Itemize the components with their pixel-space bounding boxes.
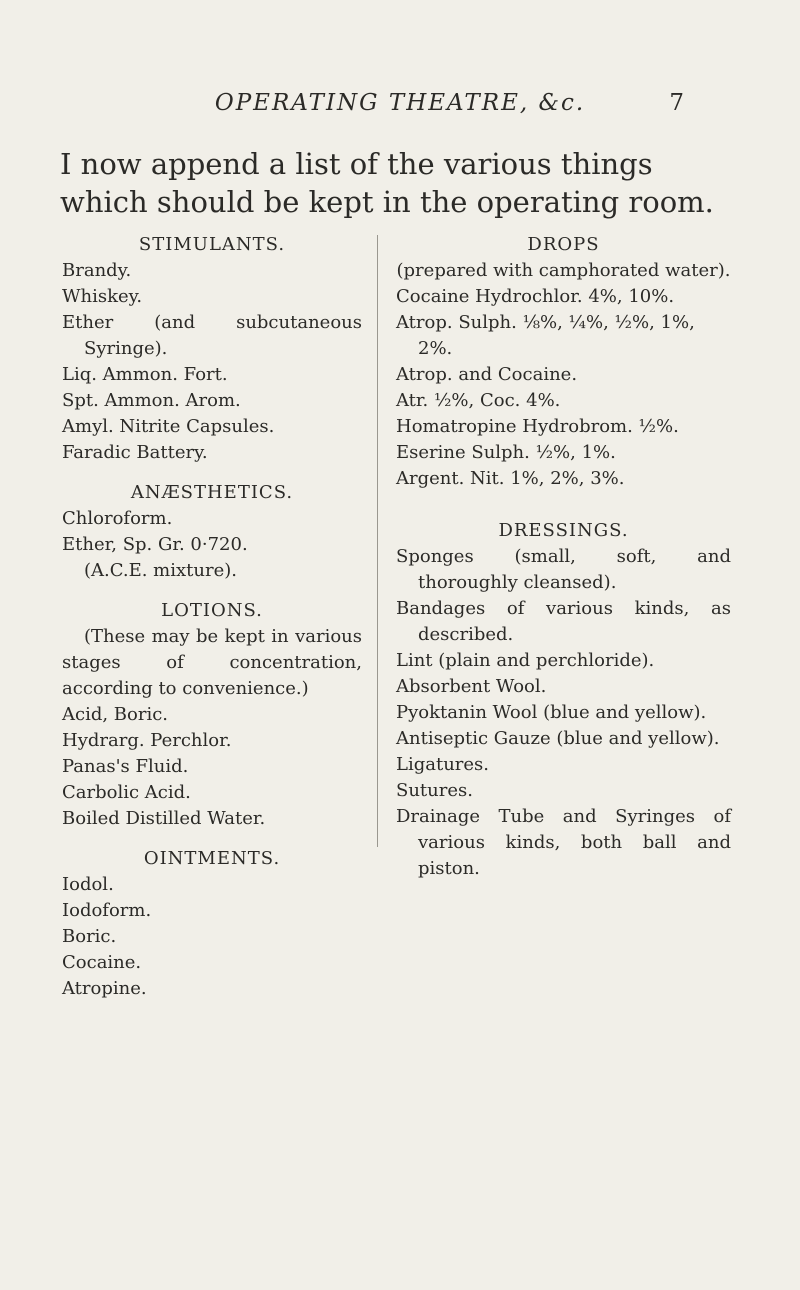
list-item: Argent. Nit. 1%, 2%, 3%. — [396, 468, 625, 489]
list-item: Sponges (small, soft, and thoroughly cleansed). — [396, 546, 731, 593]
list-item: Atrop. Sulph. ⅛%, ¼%, ½%, 1%, 2%. — [396, 312, 695, 359]
list-item: Iodol. — [62, 874, 114, 895]
list-item: Iodoform. — [62, 900, 152, 921]
section-drops — [396, 232, 731, 492]
list-item: Acid, Boric. — [62, 704, 169, 725]
list-item: Ether (and subcutaneous Syringe). — [62, 312, 362, 359]
list-item: Atropine. — [62, 978, 147, 999]
intro-line-2: which should be kept in the operating room. — [60, 185, 714, 219]
list-item: Absorbent Wool. — [396, 676, 547, 697]
section-dressings — [396, 518, 731, 882]
column-divider — [377, 235, 378, 847]
list-item: Spt. Ammon. Arom. — [62, 390, 241, 411]
list-item: Ether, Sp. Gr. 0·720. — [62, 534, 248, 555]
list-item: Brandy. — [62, 260, 132, 281]
heading-lotions: LOTIONS. — [161, 600, 263, 621]
list-item: Drainage Tube and Syringes of various kinds, both ball and piston. — [396, 806, 731, 879]
intro-line-1: I now append a list of the various things — [60, 147, 653, 181]
list-item: Eserine Sulph. ½%, 1%. — [396, 442, 616, 463]
page-number: 7 — [669, 90, 684, 116]
section-anaesthetics — [62, 480, 362, 584]
running-title: OPERATING THEATRE, &c. — [214, 90, 586, 116]
heading-anaesthetics: ANÆSTHETICS. — [130, 482, 294, 503]
right-column — [396, 232, 731, 896]
list-item: Pyoktanin Wool (blue and yellow). — [396, 702, 707, 723]
list-item: Chloroform. — [62, 508, 173, 529]
list-item: Atr. ½%, Coc. 4%. — [396, 390, 561, 411]
list-item: Liq. Ammon. Fort. — [62, 364, 228, 385]
list-item: Homatropine Hydrobrom. ½%. — [396, 416, 679, 437]
heading-drops: DROPS — [527, 234, 600, 255]
section-stimulants — [62, 232, 362, 466]
list-item: Whiskey. — [62, 286, 143, 307]
list-item: Carbolic Acid. — [62, 782, 191, 803]
heading-dressings: DRESSINGS. — [498, 520, 629, 541]
heading-stimulants: STIMULANTS. — [138, 234, 286, 255]
list-item: Cocaine. — [62, 952, 142, 973]
left-column — [62, 232, 362, 1016]
list-item: Hydrarg. Perchlor. — [62, 730, 232, 751]
list-item: Atrop. and Cocaine. — [396, 364, 578, 385]
list-item: Boric. — [62, 926, 117, 947]
running-header — [0, 90, 800, 130]
list-item: (A.C.E. mixture). — [84, 560, 237, 581]
list-item: Cocaine Hydrochlor. 4%, 10%. — [396, 286, 675, 307]
list-item: Bandages of various kinds, as described. — [396, 598, 731, 645]
list-item: Antiseptic Gauze (blue and yellow). — [396, 728, 720, 749]
drops-subheading: (prepared with camphorated water). — [396, 260, 731, 281]
section-lotions — [62, 598, 362, 832]
list-item: Ligatures. — [396, 754, 490, 775]
list-item: Amyl. Nitrite Capsules. — [62, 416, 275, 437]
list-item: Sutures. — [396, 780, 473, 801]
section-ointments — [62, 846, 362, 1002]
list-item: Faradic Battery. — [62, 442, 208, 463]
heading-ointments: OINTMENTS. — [143, 848, 281, 869]
list-item: Boiled Distilled Water. — [62, 808, 266, 829]
lotions-note: (These may be kept in various stages of concentration, according to convenience.) — [62, 626, 362, 699]
intro-paragraph — [60, 145, 750, 221]
list-item: Lint (plain and perchloride). — [396, 650, 655, 671]
list-item: Panas's Fluid. — [62, 756, 189, 777]
